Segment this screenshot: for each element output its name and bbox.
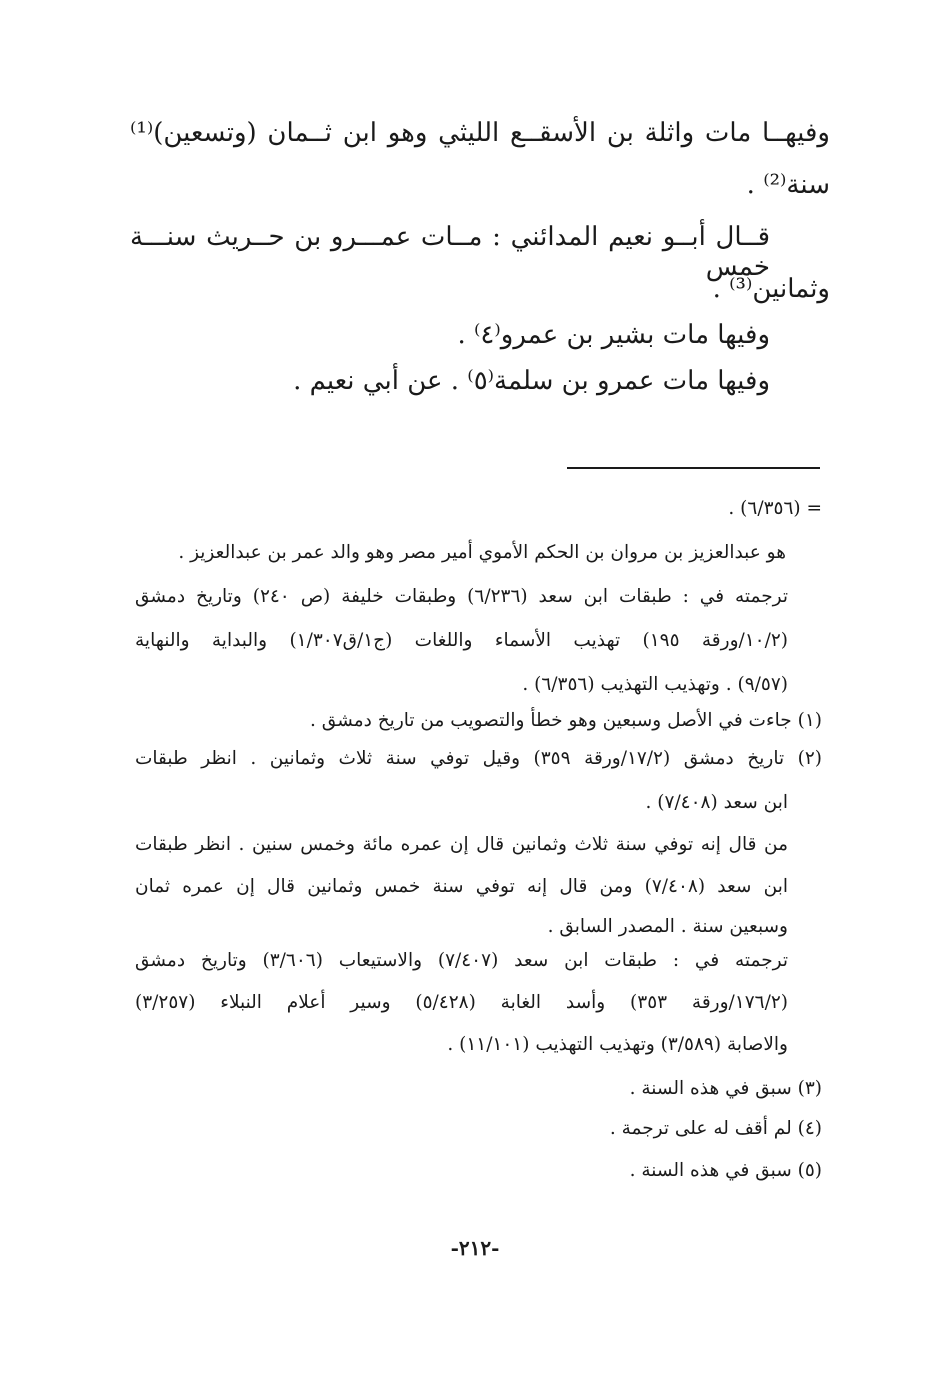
footnote-1: (١) جاءت في الأصل وسبعين وهو خطأ والتصويب من تاريخ دمشق .	[310, 710, 822, 731]
footnote-line: والاصابة (٣/٥٨٩) وتهذيب التهذيب (١١/١٠١) .	[447, 1034, 788, 1055]
footnote-line: (١٠/٢/ورقة ١٩٥) تهذيب الأسماء واللغات (ج١/ق١/٣٠٧) والبداية والنهاية	[135, 630, 788, 651]
main-line-4: وثمانين⁽³⁾ .	[712, 274, 830, 304]
footnote-line: ترجمته في : طبقات ابن سعد (٦/٢٣٦) وطبقات خليفة (ص ٢٤٠) وتاريخ دمشق	[135, 586, 788, 607]
footnote-line: هو عبدالعزيز بن مروان بن الحكم الأموي أمير مصر وهو والد عمر بن عبدالعزيز .	[178, 542, 786, 563]
footnote-line: وسبعين سنة . المصدر السابق .	[547, 916, 788, 937]
footnote-line: (٩/٥٧) . وتهذيب التهذيب (٦/٣٥٦) .	[522, 674, 788, 695]
footnote-line: = (٦/٣٥٦) .	[728, 498, 822, 519]
footnote-line: ترجمته في : طبقات ابن سعد (٧/٤٠٧) والاستيعاب (٣/٦٠٦) وتاريخ دمشق	[135, 950, 788, 971]
main-line-5: وفيها مات بشير بن عمرو⁽٤⁾ .	[457, 320, 770, 350]
footnote-line: ابن سعد (٧/٤٠٨) .	[645, 792, 788, 813]
main-line-6: وفيها مات عمرو بن سلمة⁽٥⁾ . عن أبي نعيم .	[293, 366, 770, 396]
footnote-4: (٤) لم أقف له على ترجمة .	[609, 1118, 822, 1139]
main-line-2: سنة⁽²⁾ .	[746, 170, 830, 200]
main-line-1: وفيهــا مات واثلة بن الأسقــع الليثي وهو ابن ثــمان (وتسعين)⁽¹⁾	[130, 118, 830, 148]
footnote-5: (٥) سبق في هذه السنة .	[629, 1160, 822, 1181]
footnote-line: (١٧٦/٢/ورقة ٣٥٣) وأسد الغابة (٥/٤٢٨) وسير أعلام النبلاء (٣/٢٥٧)	[135, 992, 788, 1013]
footnote-3: (٣) سبق في هذه السنة .	[629, 1078, 822, 1099]
footnote-line: ابن سعد (٧/٤٠٨) ومن قال إنه توفي سنة خمس وثمانين قال إن عمره ثمان	[135, 876, 788, 897]
page-number: -٢١٢-	[450, 1236, 500, 1260]
footnote-line: من قال إنه توفي سنة ثلاث وثمانين قال إن عمره مائة وخمس سنين . انظر طبقات	[135, 834, 788, 855]
main-line-3: قــال أبــو نعيم المدائني : مــات عمـــرو بن حــريث سنـــة خمس	[130, 222, 770, 282]
footnote-separator	[567, 467, 820, 469]
footnote-2: (٢) تاريخ دمشق (١٧/٢/ورقة ٣٥٩) وقيل توفي سنة ثلاث وثمانين . انظر طبقات	[135, 748, 822, 769]
